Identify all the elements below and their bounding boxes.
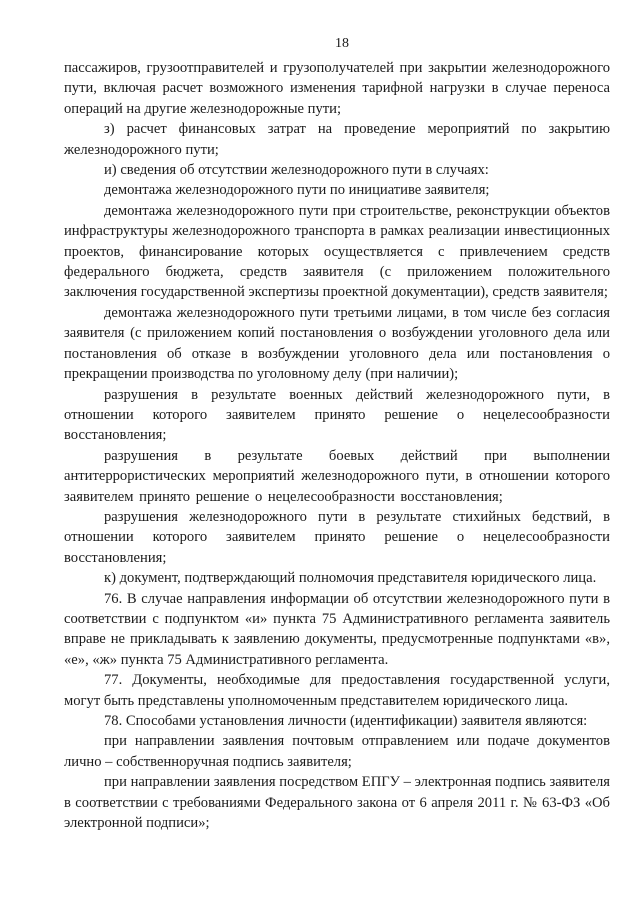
paragraph-postal-identification: при направлении заявления почтовым отправлением или подаче документов лично – собственноручная подпись заявителя; (64, 733, 610, 770)
page-number: 18 (335, 36, 349, 51)
paragraph-destruction-military: разрушения в результате военных действий железнодорожного пути, в отношении которого заявителем принято решение о нецелесообразности восстановления; (64, 386, 610, 444)
paragraph-epgu-identification: при направлении заявления посредством ЕПГУ – электронная подпись заявителя в соответствии с требованиями Федерального закона от 6 апреля 2011 г. № 63-ФЗ «Об электронной подписи»; (64, 774, 610, 832)
paragraph-76: 76. В случае направления информации об отсутствии железнодорожного пути в соответствии с подпунктом «и» пункта 75 Административного регламента заявитель вправе не прикладывать к заявлению документы, предусмотренные подпунктами «в», «е», «ж» пункта 75 Административного регламента. (64, 590, 610, 668)
paragraph-77: 77. Документы, необходимые для предоставления государственной услуги, могут быть представлены уполномоченным представителем юридического лица. (64, 672, 610, 709)
paragraph-item-k: к) документ, подтверждающий полномочия представителя юридического лица. (104, 570, 597, 587)
paragraph-destruction-disasters: разрушения железнодорожного пути в результате стихийных бедствий, в отношении которого заявителем принято решение о нецелесообразности восстановления; (64, 508, 610, 566)
paragraph-item-i: и) сведения об отсутствии железнодорожного пути в случаях: (104, 162, 489, 179)
paragraph-item-z: з) расчет финансовых затрат на проведение мероприятий по закрытию железнодорожного пути; (64, 121, 610, 158)
paragraph-78: 78. Способами установления личности (идентификации) заявителя являются: (104, 713, 588, 729)
paragraph-destruction-combat: разрушения в результате боевых действий при выполнении антитеррористических мероприятий железнодорожного пути, в отношении которого заявителем принято решение о нецелесообразности восстановления; (64, 447, 610, 505)
paragraph-dismantling-construction: демонтажа железнодорожного пути при строительстве, реконструкции объектов инфраструктуры железнодорожного транспорта в рамках реализации инвестиционных проектов, финансирование которых осуществляется с привлечением средств федерального бюджета, средств заявителя (с приложением положительного заключения государственной экспертизы проектной документации), средств заявителя; (64, 202, 610, 301)
paragraph-dismantling-initiative: демонтажа железнодорожного пути по инициативе заявителя; (104, 182, 490, 199)
paragraph-dismantling-third-parties: демонтажа железнодорожного пути третьими лицами, в том числе без согласия заявителя (с приложением копий постановления о возбуждении уголовного дела или постановления об отказе в возбуждении уголовного дела или постановления о прекращении производства по уголовному делу (при наличии); (64, 304, 610, 383)
paragraph-continuation: пассажиров, грузоотправителей и грузополучателей при закрытии железнодорожного пути, включая расчет возможного изменения тарифной нагрузки в случае переноса операций на другие железнодорожные пути; (64, 60, 610, 117)
